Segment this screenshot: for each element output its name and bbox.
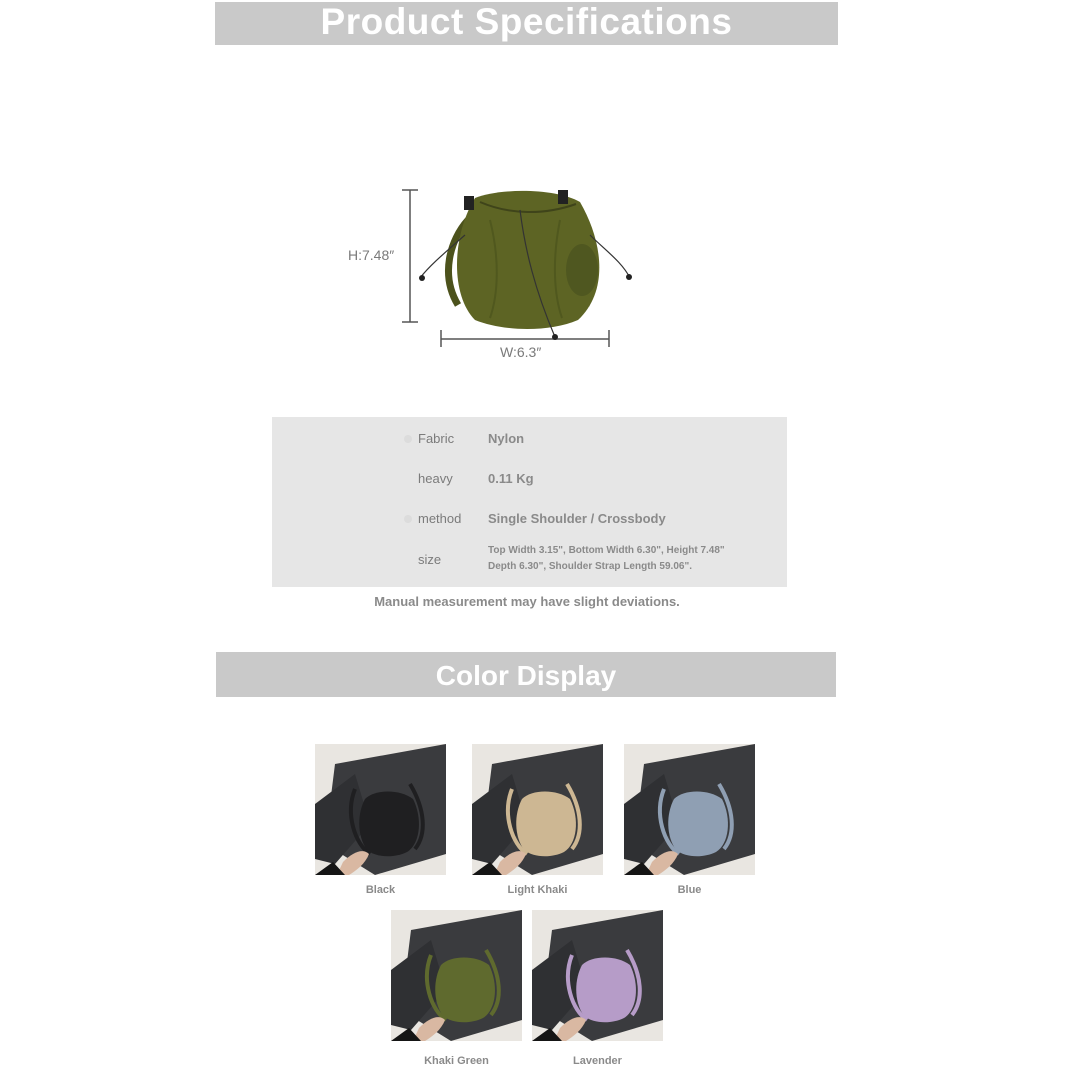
spec-value: Single Shoulder / Crossbody (488, 511, 666, 526)
bullet-icon (404, 435, 412, 443)
color-display-banner: Color Display (216, 652, 836, 697)
color-name-label: Blue (677, 884, 702, 896)
spec-key: size (418, 552, 442, 567)
size-value-line-1: Top Width 3.15", Bottom Width 6.30", Height 7.48" (488, 545, 725, 556)
color-name-label: Khaki Green (424, 1055, 489, 1067)
color-name-label: Black (365, 884, 396, 896)
spec-value: 0.11 Kg (488, 471, 534, 486)
size-value-line-2: Depth 6.30", Shoulder Strap Length 59.06". (488, 561, 692, 572)
product-specifications-banner: Product Specifications (215, 2, 838, 45)
color-swatch-image[interactable] (472, 744, 603, 875)
product-image (340, 180, 660, 370)
spec-key: Fabric (418, 431, 455, 446)
bullet-icon (404, 515, 412, 523)
color-swatch-image[interactable] (532, 910, 663, 1041)
color-name-label: Light Khaki (507, 884, 568, 896)
height-dimension-label: H:7.48″ (348, 247, 395, 263)
width-dimension-label: W:6.3″ (500, 344, 542, 360)
spec-key: heavy (418, 471, 453, 486)
specifications-table (272, 417, 787, 587)
measurement-note: Manual measurement may have slight deviations. (374, 594, 680, 609)
color-swatch-image[interactable] (315, 744, 446, 875)
color-swatch-image[interactable] (624, 744, 755, 875)
spec-value: Nylon (488, 431, 525, 446)
product-dimension-figure (340, 180, 660, 370)
color-swatch-image[interactable] (391, 910, 522, 1041)
color-name-label: Lavender (573, 1055, 622, 1067)
spec-value (488, 543, 725, 575)
spec-key: method (418, 511, 462, 526)
